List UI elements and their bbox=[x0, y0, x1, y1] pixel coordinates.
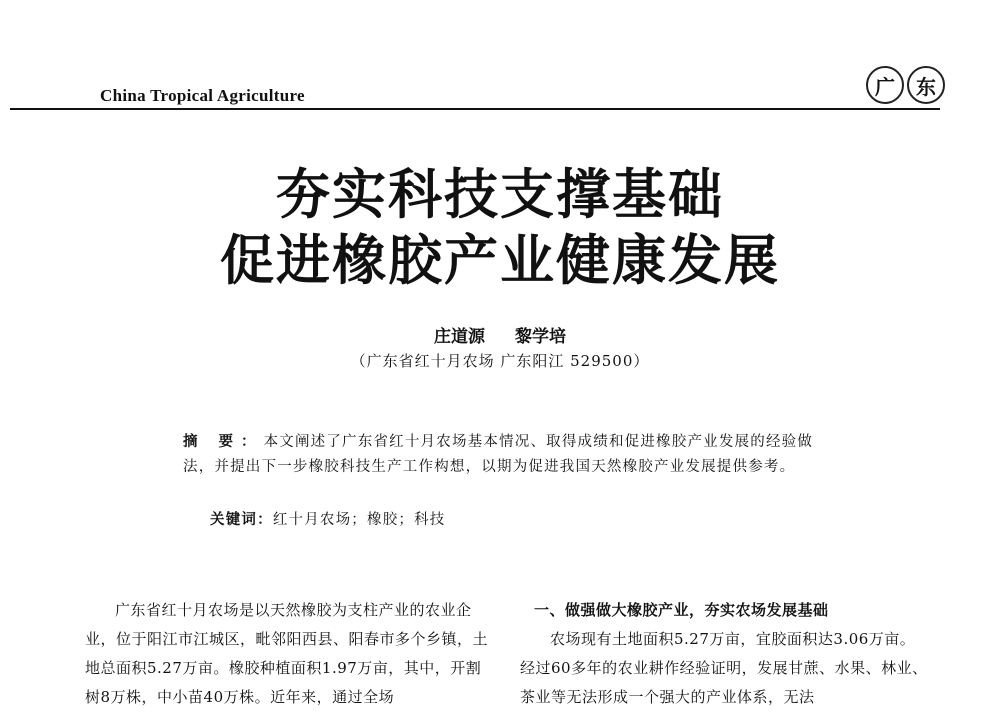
journal-header-title: China Tropical Agriculture bbox=[100, 86, 305, 105]
body-paragraph-left: 广东省红十月农场是以天然橡胶为支柱产业的农业企业，位于阳江市江城区，毗邻阳西县、阳春市多个乡镇，土地总面积5.27万亩。橡胶种植面积1.97万亩，其中，开割树8万株，中小苗40万株。近年来，通过全场 bbox=[85, 601, 489, 706]
header-divider bbox=[10, 108, 940, 110]
region-seal-char-1: 广 bbox=[866, 66, 904, 104]
keywords bbox=[210, 508, 446, 529]
abstract bbox=[183, 430, 823, 480]
author-1: 庄道源 bbox=[434, 327, 486, 347]
affiliation: （广东省红十月农场 广东阳江 529500） bbox=[350, 352, 650, 370]
authors bbox=[0, 322, 1000, 347]
section-heading: 一、做强做大橡胶产业，夯实农场发展基础 bbox=[534, 601, 829, 619]
region-seal bbox=[866, 66, 945, 104]
keywords-label: 关键词： bbox=[210, 512, 273, 528]
abstract-text: 本文阐述了广东省红十月农场基本情况、取得成绩和促进橡胶产业发展的经验做法，并提出下一步橡胶科技生产工作构想，以期为促进我国天然橡胶产业发展提供参考。 bbox=[183, 434, 814, 475]
abstract-label: 摘 要： bbox=[183, 434, 264, 450]
author-2: 黎学培 bbox=[514, 327, 566, 347]
body-paragraph-right: 农场现有土地面积5.27万亩，宜胶面积达3.06万亩。经过60多年的农业耕作经验证明，发展甘蔗、水果、林业、茶业等无法形成一个强大的产业体系，无法 bbox=[520, 630, 928, 706]
region-seal-char-2: 东 bbox=[907, 66, 945, 104]
article-title-line-1: 夯实科技支撑基础 bbox=[276, 163, 724, 226]
keywords-text: 红十月农场；橡胶；科技 bbox=[272, 512, 446, 528]
article-title-line-2: 促进橡胶产业健康发展 bbox=[220, 229, 780, 292]
body-column-right bbox=[520, 596, 930, 712]
body-column-left bbox=[85, 596, 495, 712]
